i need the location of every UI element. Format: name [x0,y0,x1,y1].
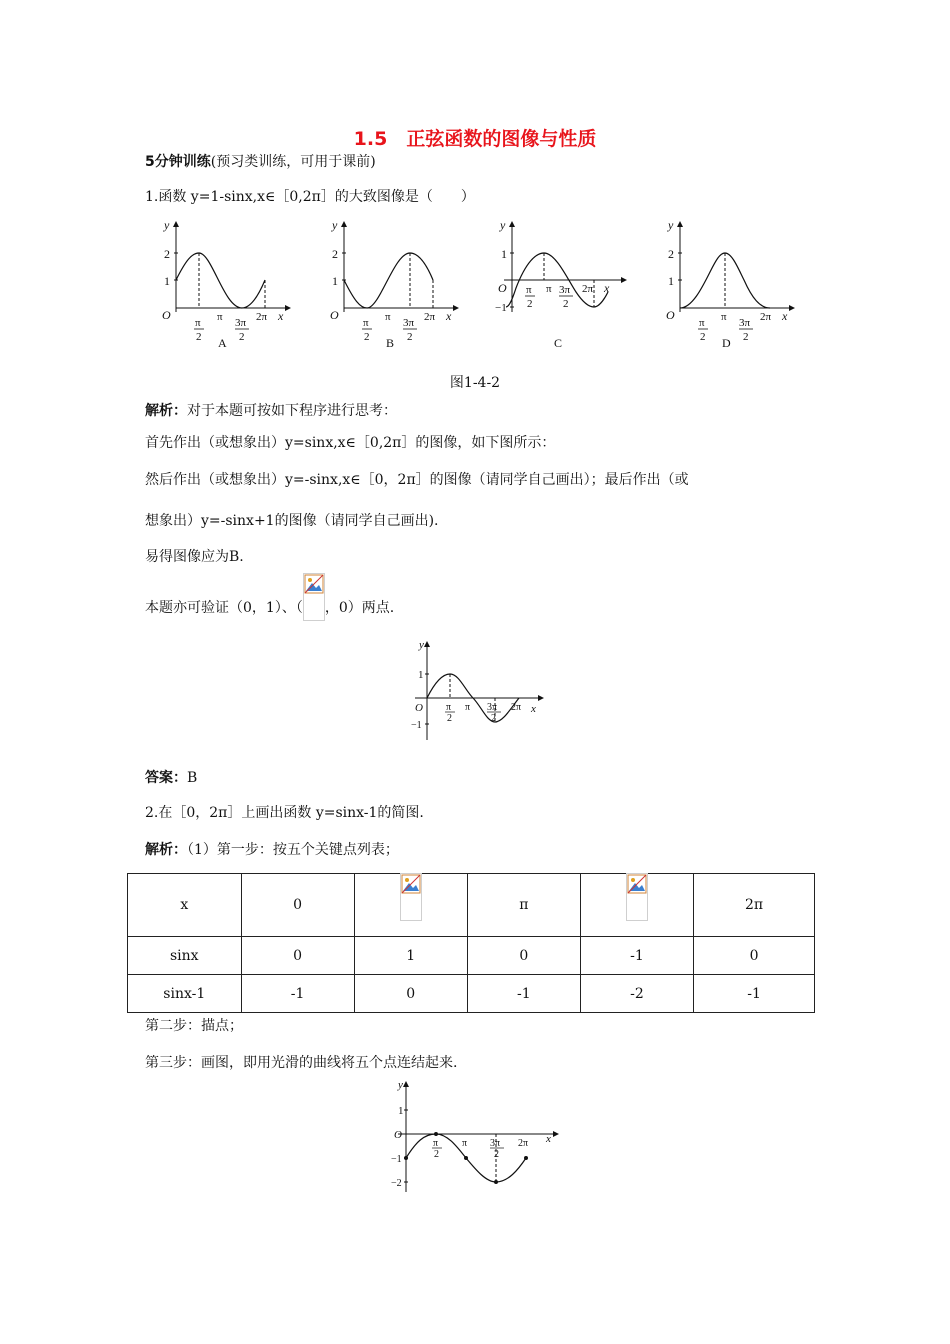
question-2-stem: 2.在［0，2π］上画出函数 y=sinx-1的简图. [145,805,424,821]
svg-text:2: 2 [527,298,533,310]
svg-text:3π: 3π [487,702,498,713]
answer-label: 答案： [145,770,187,786]
sin-tick-1: 1 [418,669,424,681]
svg-text:x: x [531,703,536,715]
svg-text:y: y [500,218,506,232]
figure-caption: 图1-4-2 [449,375,501,391]
svg-text:2: 2 [563,298,569,310]
table-row [128,975,815,1013]
verify-post: ，0）两点. [324,600,395,616]
q1-answer [145,768,197,788]
sin-tick-neg1: −1 [411,720,422,731]
q2-step1: （1）第一步：按五个关键点列表； [187,842,399,858]
svg-text:π: π [433,1138,439,1149]
choice-label-b: B [386,336,395,350]
svg-text:2: 2 [434,1149,439,1160]
table-row [128,874,815,937]
svg-text:2: 2 [494,1149,499,1160]
tick-pi-half-den: 2 [196,331,202,343]
svg-text:π: π [462,1138,468,1149]
question-1-stem: 1.函数 y=1-sinx,x∈［0,2π］的大致图像是（ ） [145,189,475,205]
svg-text:1: 1 [332,274,338,288]
svg-text:3π: 3π [739,317,751,329]
graph-b [330,218,458,350]
svg-text:2π: 2π [518,1138,529,1149]
broken-image-icon [626,873,648,921]
table-cell: -1 [241,975,354,1013]
svg-text:2π: 2π [760,311,772,323]
origin-label: O [162,308,171,322]
verify-line [145,595,394,621]
q2-analysis-label: 解析： [145,842,187,858]
analysis-line-1: 首先作出（或想象出）y=sinx,x∈［0,2π］的图像，如下图所示： [145,435,556,451]
answer-value: B [187,770,198,786]
sm1-tick-1: 1 [398,1105,404,1117]
svg-text:2: 2 [743,331,749,343]
page-title: 1.5 正弦函数的图像与性质 [353,128,597,150]
table-cell: sinx [128,937,242,975]
svg-text:1: 1 [668,274,674,288]
svg-text:x: x [546,1133,551,1145]
svg-text:2: 2 [407,331,413,343]
svg-text:3π: 3π [403,317,415,329]
table-cell: sinx-1 [128,975,242,1013]
svg-text:π: π [526,284,532,296]
table-cell: 0 [694,937,815,975]
svg-text:2π: 2π [511,702,522,713]
sin-graph [405,636,555,746]
sm1-origin: O [394,1129,402,1141]
table-cell: 0 [241,874,354,937]
q1-analysis [145,401,397,421]
broken-image-icon [400,873,422,921]
sm1-tick-neg2: −2 [391,1178,402,1189]
svg-text:O: O [666,308,675,322]
section-heading-note: (预习类训练，可用于课前) [210,154,376,170]
tick-2pi: 2π [256,311,268,323]
sm1-tick-neg1: −1 [391,1154,402,1165]
svg-text:3π: 3π [490,1138,501,1149]
graph-d [666,218,794,350]
svg-text:x: x [446,309,452,323]
table-cell: 0 [354,975,467,1013]
table-cell: -2 [580,975,693,1013]
q2-step3: 第三步：画图，即用光滑的曲线将五个点连结起来. [145,1055,458,1071]
table-cell: 0 [241,937,354,975]
table-cell: -1 [580,937,693,975]
table-cell: 1 [354,937,467,975]
x-axis-label: x [278,309,284,323]
table-cell-image [354,874,467,937]
sin-origin: O [415,702,423,714]
tick-pi: π [217,311,223,323]
graph-c [495,218,626,350]
table-cell: π [467,874,580,937]
table-cell: x [128,874,242,937]
q2-analysis [145,840,399,860]
svg-text:O: O [498,281,507,295]
broken-image-icon [303,573,325,621]
svg-text:π: π [385,311,391,323]
sm1-y-label: y [398,1079,403,1091]
svg-text:π: π [721,311,727,323]
svg-text:2π: 2π [582,283,594,295]
y-axis-label: y [164,218,170,232]
svg-text:2: 2 [332,247,338,261]
table-cell-image [580,874,693,937]
svg-text:O: O [330,308,339,322]
sin-minus-one-graph [370,1078,570,1196]
analysis-line-3: 想象出）y=-sinx+1的图像（请同学自己画出). [145,513,439,529]
section-heading [145,152,376,172]
svg-text:2π: 2π [424,311,436,323]
sin-y-label: y [419,639,424,651]
analysis-line-4: 易得图像应为B. [145,549,244,565]
table-cell: -1 [467,975,580,1013]
section-heading-bold: 5分钟训练 [145,154,211,170]
svg-text:2: 2 [668,247,674,261]
tick-3pi-half-den: 2 [239,331,245,343]
choice-label-a: A [218,336,227,350]
q2-step2: 第二步：描点； [145,1018,243,1034]
table-cell: 2π [694,874,815,937]
svg-text:−1: −1 [495,302,507,314]
table-row [128,937,815,975]
choice-graphs [150,212,800,352]
svg-text:2: 2 [447,713,452,724]
svg-text:1: 1 [501,247,507,261]
svg-text:π: π [363,317,369,329]
choice-label-d: D [722,336,731,350]
svg-text:π: π [446,702,452,713]
svg-text:y: y [332,218,338,232]
svg-text:x: x [604,281,610,295]
svg-text:2: 2 [364,331,370,343]
tick-pi-half-num: π [195,317,201,329]
svg-text:y: y [668,218,674,232]
svg-text:π: π [699,317,705,329]
graph-a [162,218,290,350]
svg-text:2: 2 [491,713,496,724]
analysis-intro: 对于本题可按如下程序进行思考： [187,403,397,419]
table-cell: -1 [694,975,815,1013]
svg-text:2: 2 [700,331,706,343]
analysis-line-2: 然后作出（或想象出）y=-sinx,x∈［0，2π］的图像（请同学自己画出）；最后作出（或 [145,472,689,488]
choice-label-c: C [554,336,563,350]
table-cell: 0 [467,937,580,975]
svg-text:π: π [546,283,552,295]
svg-text:π: π [465,702,471,713]
tick-1: 1 [164,274,170,288]
tick-2: 2 [164,247,170,261]
tick-3pi-half-num: 3π [235,317,247,329]
svg-text:3π: 3π [559,284,571,296]
svg-text:x: x [782,309,788,323]
analysis-label: 解析： [145,403,187,419]
key-points-table [127,873,815,1013]
verify-pre: 本题亦可验证（0，1）、（ [145,600,303,616]
